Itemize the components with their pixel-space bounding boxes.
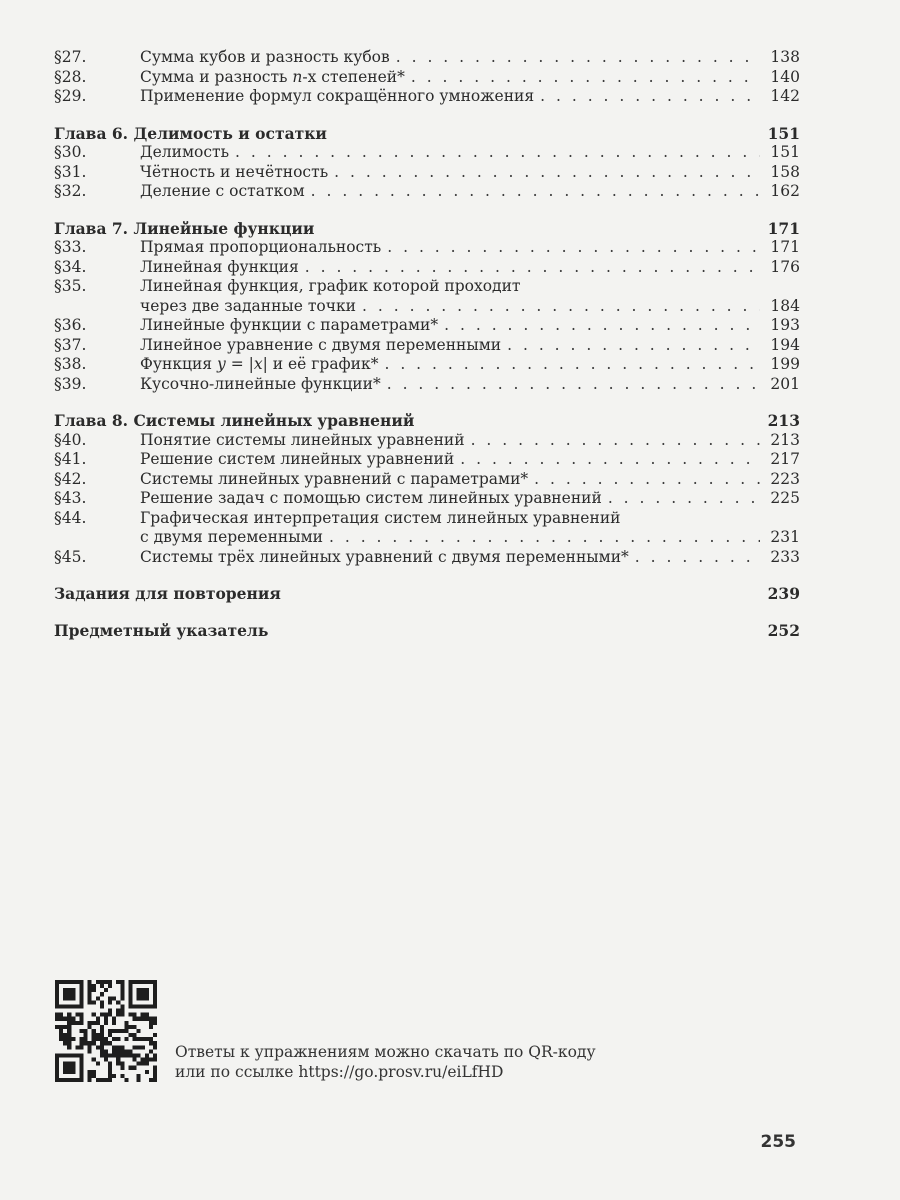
section-title: Чётность и нечётность bbox=[140, 162, 329, 181]
chapter-title: Глава 6. Делимость и остатки bbox=[54, 123, 327, 143]
toc-entry-28[interactable] bbox=[54, 68, 800, 88]
leader-dots bbox=[334, 163, 760, 183]
page-number: 162 bbox=[770, 182, 800, 200]
section-title: Линейные функции с параметрами* bbox=[140, 316, 439, 334]
toc-entry-41[interactable] bbox=[54, 450, 800, 470]
toc-entry-45[interactable] bbox=[54, 548, 800, 568]
page-number: 171 bbox=[767, 218, 800, 238]
section-number: §36. bbox=[54, 316, 87, 334]
leader-dots bbox=[362, 297, 760, 317]
section-number: §37. bbox=[54, 335, 87, 354]
section-number: §33. bbox=[54, 238, 87, 256]
section-title: Прямая пропорциональность bbox=[140, 238, 382, 256]
section-number: §38. bbox=[54, 355, 87, 373]
section-number: §28. bbox=[54, 67, 87, 86]
section-title-continued: через две заданные точки bbox=[140, 296, 357, 315]
page-number: 158 bbox=[770, 162, 800, 181]
section-title: Линейная функция, график которой проходит bbox=[140, 277, 521, 295]
math-variable: n bbox=[292, 67, 303, 86]
leader-dots bbox=[235, 143, 760, 163]
page-number: 217 bbox=[770, 450, 800, 468]
section-number: §30. bbox=[54, 143, 87, 161]
section-title: Функция y = |x| и её график* bbox=[140, 355, 379, 373]
section-title: Применение формул сокращённого умножения bbox=[140, 87, 535, 105]
leader-dots bbox=[507, 336, 760, 356]
section-title: Линейное уравнение с двумя переменными bbox=[140, 335, 502, 354]
review-title: Задания для повторения bbox=[54, 584, 281, 603]
leader-dots bbox=[534, 470, 760, 490]
toc-entry-34[interactable] bbox=[54, 258, 800, 278]
section-number: §31. bbox=[54, 162, 87, 181]
section-number: §40. bbox=[54, 430, 87, 449]
qr-code-icon[interactable] bbox=[55, 980, 157, 1082]
toc-entry-35-line1[interactable] bbox=[54, 277, 800, 297]
section-title: Деление с остатком bbox=[140, 182, 305, 200]
section-number: §34. bbox=[54, 257, 87, 276]
toc-entry-33[interactable] bbox=[54, 238, 800, 258]
page-number: 151 bbox=[767, 123, 800, 143]
page-number: 252 bbox=[767, 620, 800, 640]
toc-entry-44-line2[interactable] bbox=[54, 528, 800, 548]
section-number: §35. bbox=[54, 277, 87, 295]
section-title: Понятие системы линейных уравнений bbox=[140, 430, 465, 449]
toc-entry-42[interactable] bbox=[54, 470, 800, 490]
math-formula: y = |x| bbox=[217, 355, 268, 373]
toc-entry-27[interactable] bbox=[54, 48, 800, 68]
leader-dots bbox=[471, 431, 760, 451]
leader-dots bbox=[329, 528, 760, 548]
page-number: 213 bbox=[767, 411, 800, 430]
qr-note-line1: Ответы к упражнениям можно скачать по QR-коду bbox=[175, 1043, 596, 1061]
toc-entry-40[interactable] bbox=[54, 431, 800, 451]
toc-subject-index[interactable] bbox=[54, 621, 800, 641]
page-number: 140 bbox=[770, 67, 800, 86]
section-title: Решение систем линейных уравнений bbox=[140, 450, 455, 468]
leader-dots bbox=[635, 548, 760, 568]
toc-entry-44-line1[interactable] bbox=[54, 509, 800, 529]
page-number: 142 bbox=[770, 87, 800, 105]
toc-entry-37[interactable] bbox=[54, 336, 800, 356]
leader-dots bbox=[608, 489, 760, 509]
toc-entry-43[interactable] bbox=[54, 489, 800, 509]
section-title-continued: с двумя переменными bbox=[140, 528, 323, 546]
qr-note-line2[interactable]: или по ссылке https://go.prosv.ru/eiLfHD bbox=[175, 1063, 504, 1081]
page-number: 233 bbox=[770, 547, 800, 566]
leader-dots bbox=[396, 48, 760, 68]
section-number: §41. bbox=[54, 450, 87, 468]
toc-entry-39[interactable] bbox=[54, 375, 800, 395]
leader-dots bbox=[460, 450, 760, 470]
toc-review-tasks[interactable] bbox=[54, 584, 800, 604]
page-footer-number: 255 bbox=[760, 1132, 796, 1152]
toc-entry-35-line2[interactable] bbox=[54, 297, 800, 317]
leader-dots bbox=[384, 355, 760, 375]
section-title: Линейная функция bbox=[140, 257, 299, 276]
toc-entry-38[interactable] bbox=[54, 355, 800, 375]
page-number: 213 bbox=[770, 430, 800, 449]
page-number: 231 bbox=[770, 528, 800, 546]
page-number: 194 bbox=[770, 335, 800, 354]
section-title: Системы линейных уравнений с параметрами* bbox=[140, 469, 529, 488]
page-number: 223 bbox=[770, 469, 800, 488]
chapter-title: Глава 7. Линейные функции bbox=[54, 218, 315, 238]
page-number: 138 bbox=[770, 48, 800, 66]
page-number: 239 bbox=[767, 584, 800, 603]
index-title: Предметный указатель bbox=[54, 620, 269, 640]
page-number: 225 bbox=[770, 489, 800, 507]
section-title: Сумма кубов и разность кубов bbox=[140, 48, 390, 66]
section-number: §32. bbox=[54, 182, 87, 200]
section-number: §43. bbox=[54, 489, 87, 507]
section-number: §29. bbox=[54, 87, 87, 105]
toc-entry-29[interactable] bbox=[54, 87, 800, 107]
section-number: §27. bbox=[54, 48, 87, 66]
toc-entry-32[interactable] bbox=[54, 182, 800, 202]
section-title: Кусочно-линейные функции* bbox=[140, 374, 381, 393]
section-title: Системы трёх линейных уравнений с двумя переменными* bbox=[140, 547, 629, 566]
section-number: §39. bbox=[54, 374, 87, 393]
page-number: 201 bbox=[770, 374, 800, 393]
page-number: 184 bbox=[770, 296, 800, 315]
qr-note bbox=[175, 1042, 596, 1082]
page-number: 176 bbox=[770, 257, 800, 276]
chapter-8-heading[interactable] bbox=[54, 411, 800, 431]
chapter-6-heading[interactable] bbox=[54, 124, 800, 144]
leader-dots bbox=[387, 238, 760, 258]
section-number: §44. bbox=[54, 508, 87, 527]
chapter-7-heading[interactable] bbox=[54, 219, 800, 239]
page-number: 171 bbox=[770, 238, 800, 256]
page-number: 193 bbox=[770, 316, 800, 334]
section-number: §45. bbox=[54, 547, 87, 566]
section-title: Графическая интерпретация систем линейных уравнений bbox=[140, 508, 621, 527]
toc-entry-30[interactable] bbox=[54, 143, 800, 163]
leader-dots bbox=[444, 316, 760, 336]
toc-entry-31[interactable] bbox=[54, 163, 800, 183]
table-of-contents bbox=[54, 48, 800, 640]
section-title: Делимость bbox=[140, 143, 230, 161]
section-number: §42. bbox=[54, 469, 87, 488]
page-number: 151 bbox=[770, 143, 800, 161]
leader-dots bbox=[411, 68, 760, 88]
leader-dots bbox=[540, 87, 760, 107]
toc-entry-36[interactable] bbox=[54, 316, 800, 336]
leader-dots bbox=[387, 375, 760, 395]
leader-dots bbox=[305, 258, 760, 278]
chapter-title: Глава 8. Системы линейных уравнений bbox=[54, 411, 415, 430]
page-number: 199 bbox=[770, 355, 800, 373]
section-title: Сумма и разность n-х степеней* bbox=[140, 67, 405, 86]
section-title: Решение задач с помощью систем линейных уравнений bbox=[140, 489, 602, 507]
leader-dots bbox=[311, 182, 760, 202]
